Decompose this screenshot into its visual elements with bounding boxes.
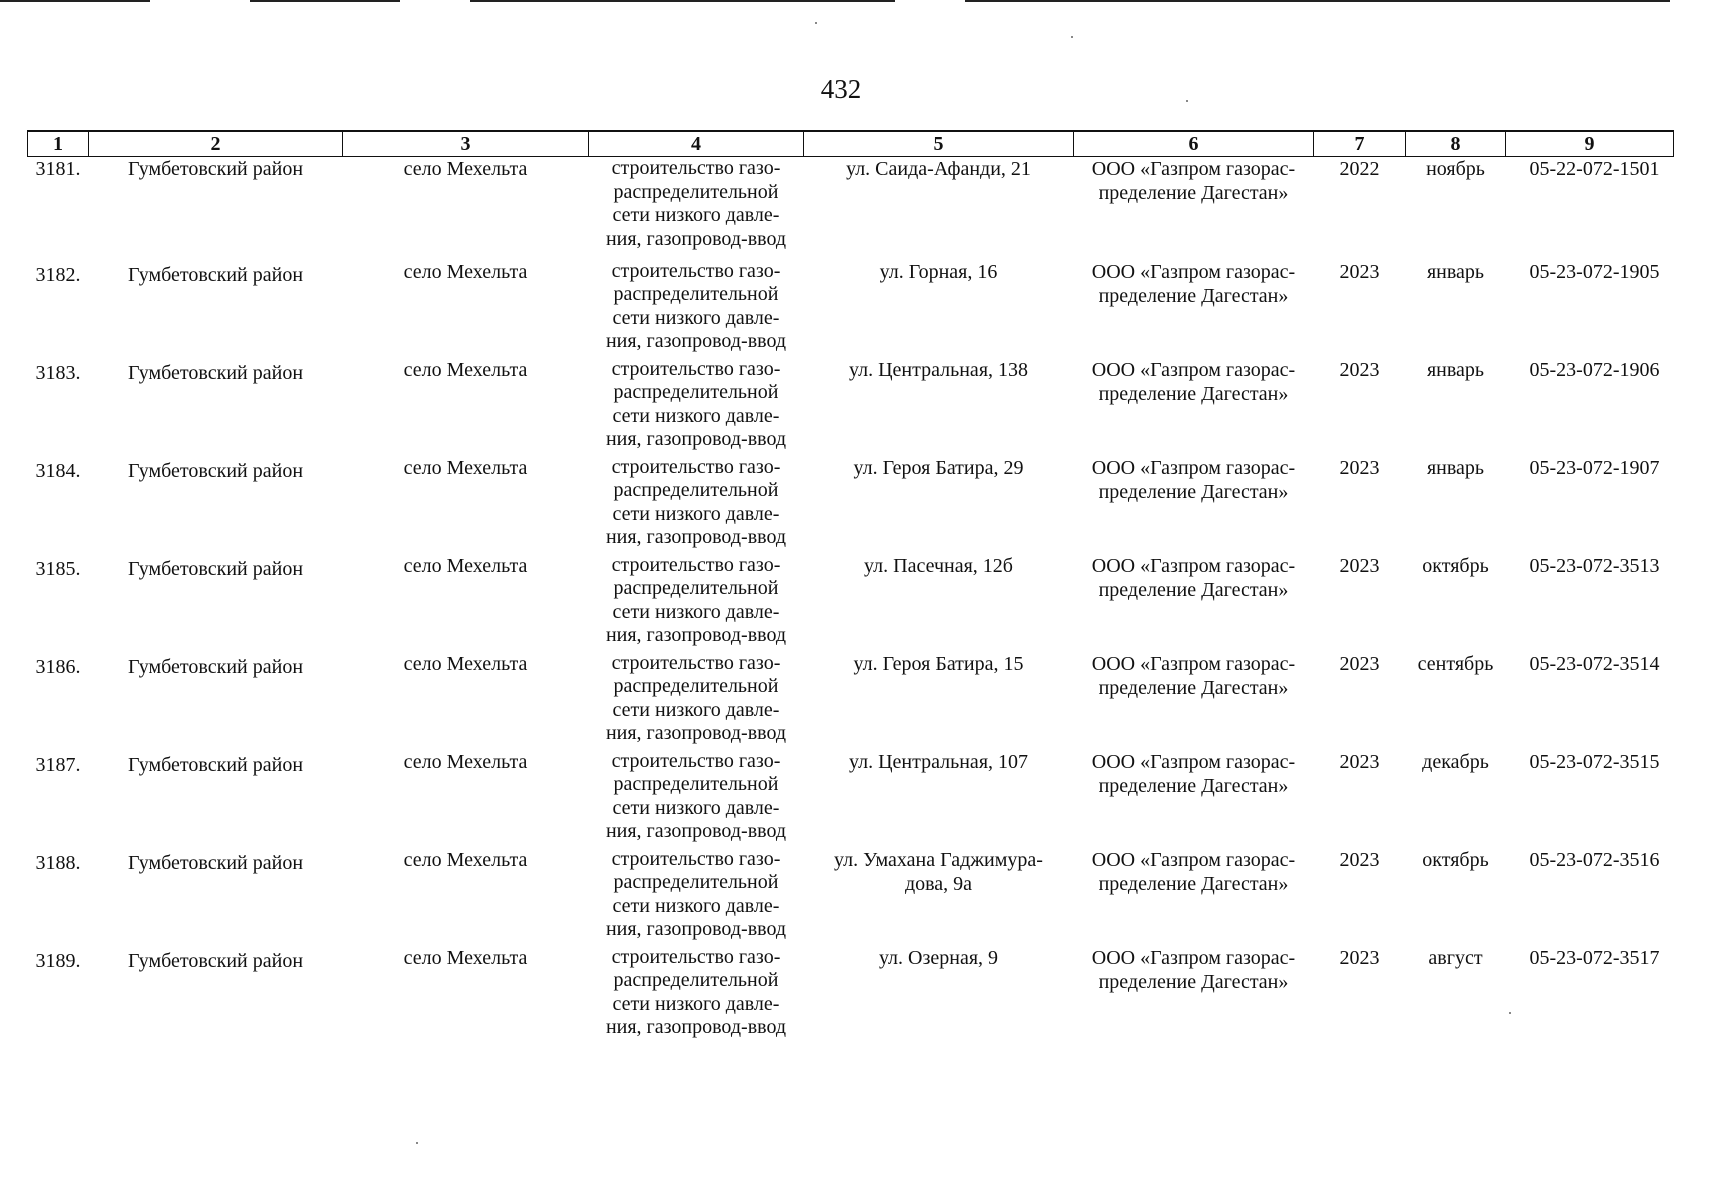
row-number: 3189. (35, 949, 81, 972)
month-cell: январь (1426, 456, 1485, 479)
registry-code-cell: 05-22-072-1501 (1529, 158, 1660, 180)
address-cell-line: ул. Горная, 16 (879, 260, 998, 283)
organization-cell-line: ООО «Газпром газорас- (1091, 158, 1296, 180)
row-number: 3184. (35, 459, 81, 482)
registry-code-cell: 05-23-072-3515 (1529, 750, 1660, 773)
table-row (28, 845, 1674, 943)
organization-cell-line: ООО «Газпром газорас- (1091, 358, 1296, 381)
work-description-cell-line: сети низкого давле- (612, 204, 780, 226)
organization-cell (1074, 943, 1314, 1041)
organization-cell (1074, 257, 1314, 355)
work-description-cell-line: ния, газопровод-ввод (605, 330, 787, 352)
month-cell: ноябрь (1426, 158, 1485, 180)
work-description-cell-line: ния, газопровод-ввод (605, 722, 787, 744)
district-cell: Гумбетовский район (127, 158, 304, 180)
table-row (28, 551, 1674, 649)
settlement-cell: село Мехельта (403, 554, 528, 577)
column-number-header-row (28, 131, 1674, 157)
year-cell: 2023 (1339, 260, 1380, 283)
work-description-cell-line: распределительной (613, 773, 779, 795)
registry-code-cell: 05-23-072-1907 (1529, 456, 1660, 479)
year-cell: 2022 (1339, 158, 1380, 180)
column-header: 4 (589, 131, 804, 157)
row-number: 3188. (35, 851, 81, 874)
registry-code-cell: 05-23-072-3514 (1529, 652, 1660, 675)
work-description-cell-line: ния, газопровод-ввод (605, 1016, 787, 1038)
address-cell-line: ул. Героя Батира, 15 (853, 652, 1024, 675)
table-row (28, 943, 1674, 1041)
organization-cell-line: ООО «Газпром газорас- (1091, 946, 1296, 969)
settlement-cell: село Мехельта (403, 456, 528, 479)
work-description-cell-line: сети низкого давле- (612, 894, 780, 917)
district-cell: Гумбетовский район (127, 949, 304, 972)
address-cell-line: ул. Центральная, 107 (848, 750, 1029, 773)
work-description-cell (589, 551, 804, 649)
work-description-cell-line: распределительной (613, 675, 779, 697)
registry-code-cell: 05-23-072-1905 (1529, 260, 1660, 283)
work-description-cell (589, 355, 804, 453)
address-cell (804, 845, 1074, 943)
work-description-cell-line: ния, газопровод-ввод (605, 820, 787, 842)
column-header: 8 (1406, 131, 1506, 157)
work-description-cell-line: строительство газо- (611, 357, 781, 380)
organization-cell (1074, 649, 1314, 747)
work-description-cell-line: ния, газопровод-ввод (605, 918, 787, 940)
organization-cell-line: ООО «Газпром газорас- (1091, 652, 1296, 675)
organization-cell-line: ООО «Газпром газорас- (1091, 848, 1296, 871)
work-description-cell-line: строительство газо- (611, 553, 781, 576)
address-cell-line: ул. Озерная, 9 (878, 946, 999, 969)
scan-speck (1071, 36, 1073, 38)
scan-edge-line (470, 0, 895, 2)
organization-cell-line: пределение Дагестан» (1098, 676, 1289, 699)
address-cell (804, 943, 1074, 1041)
registry-code-cell: 05-23-072-3513 (1529, 554, 1660, 577)
work-description-cell-line: строительство газо- (611, 157, 781, 179)
registry-code-cell: 05-23-072-3517 (1529, 946, 1660, 969)
table-row (28, 453, 1674, 551)
row-number: 3181. (35, 158, 81, 180)
organization-cell-line: ООО «Газпром газорас- (1091, 456, 1296, 479)
work-description-cell-line: распределительной (613, 381, 779, 403)
address-cell (804, 157, 1074, 257)
organization-cell-line: пределение Дагестан» (1098, 284, 1289, 307)
district-cell: Гумбетовский район (127, 851, 304, 874)
work-description-cell-line: распределительной (613, 969, 779, 991)
work-description-cell (589, 845, 804, 943)
district-cell: Гумбетовский район (127, 459, 304, 482)
row-number: 3183. (35, 361, 81, 384)
table-row (28, 157, 1674, 257)
work-description-cell-line: распределительной (613, 479, 779, 501)
address-cell-line: дова, 9а (904, 872, 973, 895)
work-description-cell-line: распределительной (613, 871, 779, 893)
organization-cell (1074, 551, 1314, 649)
work-description-cell-line: распределительной (613, 283, 779, 305)
work-description-cell-line: сети низкого давле- (612, 502, 780, 525)
table-row (28, 257, 1674, 355)
page-number: 432 (820, 74, 862, 104)
organization-cell (1074, 845, 1314, 943)
organization-cell-line: пределение Дагестан» (1098, 872, 1289, 895)
month-cell: сентябрь (1417, 652, 1494, 675)
scan-edge-line (0, 0, 150, 2)
organization-cell-line: ООО «Газпром газорас- (1091, 750, 1296, 773)
column-header: 7 (1314, 131, 1406, 157)
address-cell-line: ул. Пасечная, 12б (864, 554, 1013, 577)
work-description-cell (589, 157, 804, 257)
organization-cell-line: пределение Дагестан» (1098, 480, 1289, 503)
address-cell (804, 551, 1074, 649)
work-description-cell-line: сети низкого давле- (612, 796, 780, 819)
scan-edge-line (965, 0, 1670, 2)
year-cell: 2023 (1339, 652, 1380, 675)
settlement-cell: село Мехельта (403, 158, 528, 180)
table-row (28, 747, 1674, 845)
row-number: 3185. (35, 557, 81, 580)
month-cell: январь (1426, 260, 1485, 283)
work-description-cell-line: сети низкого давле- (612, 992, 780, 1015)
registry-code-cell: 05-23-072-3516 (1529, 848, 1660, 871)
address-cell-line: ул. Умахана Гаджимура- (834, 848, 1043, 871)
table-body (28, 157, 1674, 1041)
work-description-cell-line: сети низкого давле- (612, 306, 780, 329)
work-description-cell-line: сети низкого давле- (612, 600, 780, 623)
registry-code-cell: 05-23-072-1906 (1529, 358, 1660, 381)
table-row (28, 649, 1674, 747)
work-description-cell (589, 257, 804, 355)
column-header: 2 (89, 131, 343, 157)
work-description-cell-line: строительство газо- (611, 259, 781, 282)
district-cell: Гумбетовский район (127, 263, 304, 286)
work-description-cell (589, 453, 804, 551)
settlement-cell: село Мехельта (403, 358, 528, 381)
column-header: 6 (1074, 131, 1314, 157)
row-number: 3186. (35, 655, 81, 678)
work-description-cell-line: ния, газопровод-ввод (605, 428, 787, 450)
work-description-cell (589, 747, 804, 845)
registry-table-container (27, 130, 1673, 1041)
month-cell: декабрь (1422, 750, 1489, 773)
organization-cell-line: ООО «Газпром газорас- (1091, 260, 1296, 283)
work-description-cell-line: сети низкого давле- (612, 404, 780, 427)
scan-edge-line (250, 0, 400, 2)
work-description-cell (589, 649, 804, 747)
scan-speck (815, 22, 817, 24)
table-row (28, 355, 1674, 453)
row-number: 3187. (35, 753, 81, 776)
organization-cell (1074, 157, 1314, 257)
district-cell: Гумбетовский район (127, 655, 304, 678)
address-cell-line: ул. Героя Батира, 29 (853, 456, 1024, 479)
settlement-cell: село Мехельта (403, 750, 528, 773)
column-header: 1 (28, 131, 89, 157)
year-cell: 2023 (1339, 946, 1380, 969)
year-cell: 2023 (1339, 848, 1380, 871)
settlement-cell: село Мехельта (403, 652, 528, 675)
organization-cell-line: пределение Дагестан» (1098, 578, 1289, 601)
organization-cell-line: пределение Дагестан» (1098, 774, 1289, 797)
column-header: 5 (804, 131, 1074, 157)
address-cell (804, 747, 1074, 845)
month-cell: октябрь (1422, 554, 1489, 577)
address-cell (804, 453, 1074, 551)
registry-table (27, 130, 1674, 1041)
year-cell: 2023 (1339, 554, 1380, 577)
work-description-cell-line: строительство газо- (611, 651, 781, 674)
work-description-cell-line: распределительной (613, 577, 779, 599)
year-cell: 2023 (1339, 750, 1380, 773)
address-cell (804, 649, 1074, 747)
organization-cell-line: пределение Дагестан» (1098, 182, 1289, 204)
work-description-cell-line: строительство газо- (611, 847, 781, 870)
work-description-cell (589, 943, 804, 1041)
settlement-cell: село Мехельта (403, 260, 528, 283)
organization-cell (1074, 355, 1314, 453)
organization-cell-line: пределение Дагестан» (1098, 382, 1289, 405)
work-description-cell-line: ния, газопровод-ввод (605, 624, 787, 646)
month-cell: октябрь (1422, 848, 1489, 871)
organization-cell (1074, 453, 1314, 551)
district-cell: Гумбетовский район (127, 361, 304, 384)
district-cell: Гумбетовский район (127, 753, 304, 776)
work-description-cell-line: сети низкого давле- (612, 698, 780, 721)
month-cell: январь (1426, 358, 1485, 381)
work-description-cell-line: распределительной (613, 180, 779, 203)
address-cell (804, 355, 1074, 453)
month-cell: август (1428, 946, 1483, 969)
work-description-cell-line: ния, газопровод-ввод (605, 526, 787, 548)
column-header: 9 (1506, 131, 1674, 157)
column-header: 3 (343, 131, 589, 157)
organization-cell (1074, 747, 1314, 845)
address-cell-line: ул. Саида-Афанди, 21 (846, 158, 1031, 180)
work-description-cell-line: ния, газопровод-ввод (605, 227, 787, 250)
scan-speck (416, 1142, 418, 1144)
organization-cell-line: ООО «Газпром газорас- (1091, 554, 1296, 577)
year-cell: 2023 (1339, 358, 1380, 381)
address-cell-line: ул. Центральная, 138 (848, 358, 1029, 381)
row-number: 3182. (35, 263, 81, 286)
settlement-cell: село Мехельта (403, 946, 528, 969)
year-cell: 2023 (1339, 456, 1380, 479)
organization-cell-line: пределение Дагестан» (1098, 970, 1289, 993)
work-description-cell-line: строительство газо- (611, 455, 781, 478)
settlement-cell: село Мехельта (403, 848, 528, 871)
work-description-cell-line: строительство газо- (611, 945, 781, 968)
work-description-cell-line: строительство газо- (611, 749, 781, 772)
district-cell: Гумбетовский район (127, 557, 304, 580)
address-cell (804, 257, 1074, 355)
